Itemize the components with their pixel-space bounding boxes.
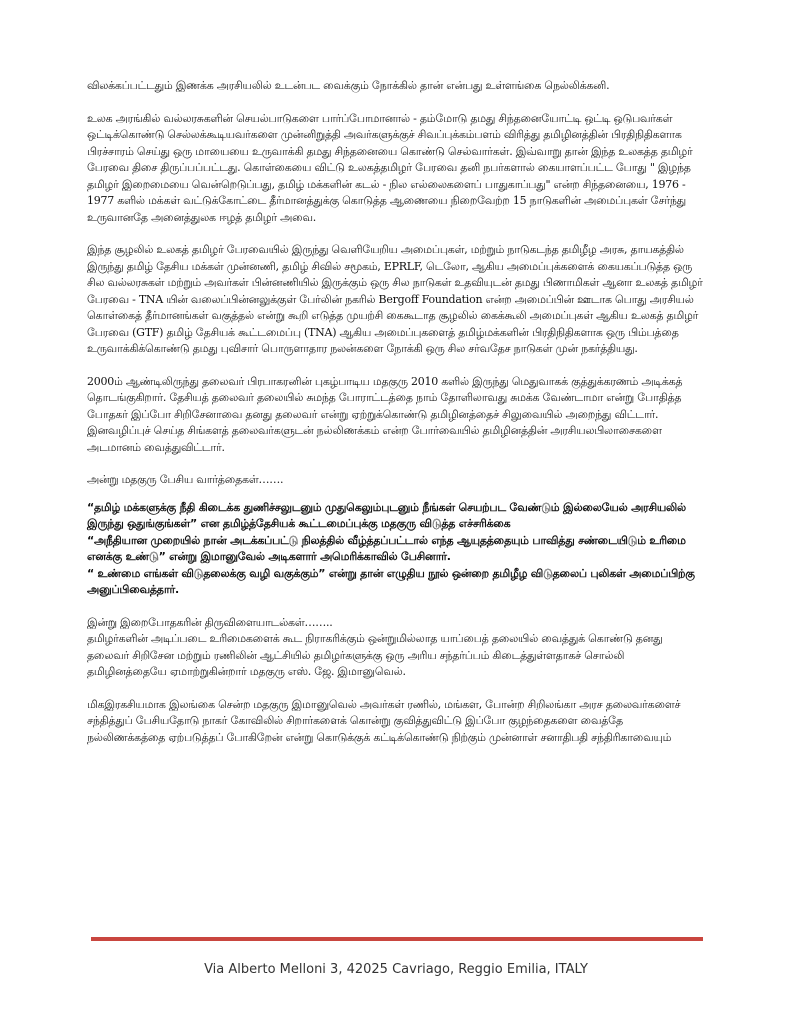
paragraph-1-text: விலக்கப்பட்டதும் இணக்க அரசியலில் உடன்பட வைக்கும் நோக்கில் தான் என்பது உள்ளங்கை நெல்லிக்கனி.: [87, 79, 610, 92]
paragraph-4-text: 2000ம் ஆண்டிலிருந்து தலைவர் பிரபாகரனின் புகழ்பாடிய மதகுரு 2010 களில் இருந்து மெதுவாகக் குத்துக்கரணம் அடிக்கத் தொடங்குகிறார். தேசியத் தலைவர் தலையில் சுமந்த போராட்டத்தை நாம் தோளிலாவது சுமக்க வேண்டாமா என்று போதித்த போதகர் இப்போ சிறிசேனாவை தனது தலைவர் என்று ஏற்றுக்கொண்டு தமிழினத்தைச் சிலுவையில் அறைந்து விட்டார். இனவழிப்புச் செய்த சிங்களத் தலைவர்களுடன் நல்லிணக்கம் என்ற போர்வையில் தமிழினத்தின் அரசியலபிலாசைகளை அடமானம் வைத்துவிட்டார்.: [87, 374, 683, 454]
paragraph-5: [87, 615, 703, 681]
paragraph-2-text: உலக அரங்கில் வல்லரசுகளின் செயல்பாடுகளை பார்ப்போமானால் - தம்மோடு தமது சிந்தனையோட்டி ஒட்டி ஒடுபவர்கள் ஒட்டிக்கொண்டு செல்லக்கூடியவர்களை முன்னிறுத்தி அவர்களுக்குச் சிவப்புக்கம்பளம் விரித்து தமிழினத்தின் பிரதிநிதிகளாக பிரச்சாரம் செய்து ஒரு மாயையை உருவாக்கி தமது சிந்தனையை கொண்டு செல்வார்கள். இவ்வாறு தான் இந்த உலகத்த தமிழர் பேரவை திசை திருப்பப்பட்டது. கொள்கையை விட்டு உலகத்தமிழர் பேரவை தனி நபர்களால் கையாளப்பட்ட போது " இழந்த தமிழர் இறைமையை வென்றெடுப்பது, தமிழ் மக்களின் கடல் - நில எல்லைகளைப் பாதுகாப்பது" என்ற சிந்தனையை, 1976 - 1977 களில் மக்கள் வட்டுக்கோட்டை தீர்மானத்துக்கு கொடுத்த ஆணையை நிறைவேற்ற 15 நாடுகளின் அமைப்புகள் சேர்ந்து உருவானதே அனைத்துலக ஈழத் தமிழர் அவை.: [87, 111, 693, 224]
paragraph-5-text: தமிழர்களின் அடிப்படை உரிமைகளைக் கூட நிராகரிக்கும் ஒன்றுமில்லாத யாப்பைத் தலையில் வைத்துக் கொண்டு தனது தலைவர் சிறிசேன மற்றும் ரணிலின் ஆட்சியில் தமிழர்களுக்கு ஒரு அரிய சந்தர்ப்பம் கிடைத்துள்ளதாகச் சொல்லி தமிழினத்தையே ஏமாற்றுகின்றார் மதகுரு எஸ். ஜே. இமானுவெல்.: [87, 632, 663, 678]
quote-intro: அன்று மதகுரு பேசிய வார்த்தைகள்…….: [87, 473, 284, 486]
paragraph-5-heading: இன்று இறைபோதகரின் திருவிளையாடல்கள்……..: [87, 615, 333, 629]
quote-2: “அநீதியான முறையில் நான் அடக்கப்பட்டு நிலத்தில் வீழ்த்தப்பட்டால் எந்த ஆயுதத்தையும் பாவித்து சண்டையிடும் உரிமை எனக்கு உண்டு” என்று இமானுவேல் அடிகளார் அமெரிக்காவில் பேசினார்.: [87, 533, 686, 563]
paragraph-2: [87, 111, 703, 227]
quote-1: “தமிழ் மக்களுக்கு நீதி கிடைக்க துணிச்சலுடனும் முதுகெலும்புடனும் நீங்கள் செயற்பட வேண்டும் இல்லையேல் அரசியலில் இருந்து ஒதுங்குங்கள்” என தமிழ்த்தேசியக் கூட்டமைப்புக்கு மதகுரு விடுத்த எச்சரிக்கை: [87, 500, 686, 530]
quote-section: [87, 472, 703, 599]
paragraph-1: [87, 78, 703, 95]
paragraph-6: [87, 697, 703, 747]
document-body: [87, 78, 703, 762]
paragraph-6-text: மிகஇரகசியமாக இலங்கை சென்ற மதகுரு இமானுவெல் அவர்கள் ரணில், மங்கள, போன்ற சிறிலங்கா அரச தலைவர்களைச் சந்தித்துப் பேசியதோடு நாகர் கோவிலில் சிறார்களைக் கொன்று குவித்துவிட்டு இப்போ குழந்தைகளை வைத்தே நல்லிணக்கத்தை ஏற்படுத்தப் போகிறேன் என்று கொடுக்குக் கட்டிக்கொண்டு நிற்கும் முன்னாள் சனாதிபதி சந்திரிகாவையும்: [87, 697, 681, 744]
paragraph-3: [87, 242, 703, 358]
paragraph-4: [87, 374, 703, 457]
footer-address: Via Alberto Melloni 3, 42025 Cavriago, Reggio Emilia, ITALY: [204, 962, 588, 977]
quote-3: “ உண்மை எங்கள் விடுதலைக்கு வழி வகுக்கும்” என்று தான் எழுதிய நூல் ஒன்றை தமிழீழ விடுதலைப் புலிகள் அமைப்பிற்கு அனுப்பிவைத்தார்.: [87, 566, 695, 596]
footer-divider: [91, 937, 703, 941]
paragraph-3-text: இந்த சூழலில் உலகத் தமிழர் பேரவையில் இருந்து வெளியேறிய அமைப்புகள், மற்றும் நாடுகடந்த தமிழீழ அரசு, தாயகத்தில் இருந்து தமிழ் தேசிய மக்கள் முன்னணி, தமிழ் சிவில் சமூகம், EPRLF, டெலோ, ஆகிய அமைப்புக்களைக் கையகப்படுத்த ஒரு சில வல்லரசுகள் மற்றும் அவர்கள் பின்னணியில் இருக்கும் ஒரு சில நாடுகள் உதவியுடன் தமது பிணாமிகள் ஆனா உலகத் தமிழர் பேரவை - TNA யின் வலைப்பின்னலுக்குள் பேர்லின் நகரில் Bergoff Foundation என்ற அமைப்பின் ஊடாக பொது அரசியல் கொள்கைத் தீர்மானங்கள் வகுத்தல் என்று கூறி எடுத்த முயற்சி கைகூடாத சூழலில் கைக்கூலி அமைப்புகள் ஆகிய உலகத் தமிழர் பேரவை (GTF) தமிழ் தேசியக் கூட்டமைப்பு (TNA) ஆகிய அமைப்புகளைத் தமிழ்மக்களின் பிரதிநிதிகளாக ஒரு பிம்பத்தை உருவாக்கிக்கொண்டு தமது புவிசார் பொருளாதார நலன்களை நோக்கி ஒரு சில சர்வதேச நாடுகள் முன் நகர்த்தியது.: [87, 243, 703, 355]
